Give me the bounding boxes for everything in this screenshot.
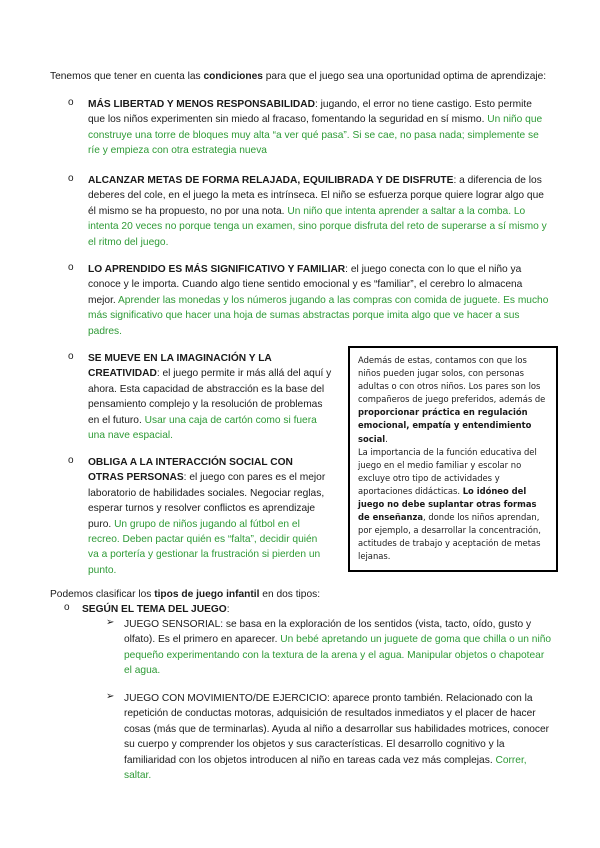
bullet-marker: o [68, 455, 74, 466]
arrow-bullet-icon: ➢ [106, 617, 115, 628]
example-text: Un niño que construye una torre de bloques muy alta “a ver qué pasa”. Si se cae, no pasa nada; simplemente se ríe y empieza con otra estrategia nueva [88, 114, 543, 157]
example-text: Aprender las monedas y los números jugando a las compras con comida de juguete. Es mucho más significativo que hacer una hoja de sumas abstractas porque imita algo que ve hacer a sus padres. [88, 294, 549, 337]
bullet-marker: o [68, 97, 74, 108]
condition-item: OBLIGA A LA INTERACCIÓN SOCIAL CON OTRAS PERSONAS: el juego con pares es el mejor laboratorio de habilidades sociales. Negociar reglas, esperar turnos y resolver conflictos es aprendizaje puro. Un grupo de niños jugando al fútbol en el recreo. Deben pactar quién es “falta”, decidir quién va a portería y gestionar la frustración si pierden un punto. [88, 457, 326, 576]
sidebox-paragraph: Además de estas, contamos con que los niños pueden jugar solos, con personas adultas o con otros niños. Los pares son los compañeros de juego preferidos, además de proporcionar práctica en regulación emocional, empatía y entendimiento social. [358, 355, 546, 444]
play-type-item: JUEGO SENSORIAL: se basa en la exploración de los sentidos (vista, tacto, oído, gusto y olfato). Es el primero en aparecer. Un bebé apretando un juguete de goma que chilla o un niño pequeño experimentando con la textura de la arena y el agua. Manipular objetos o chapotear el agua. [124, 619, 552, 677]
types-intro: Podemos clasificar los tipos de juego infantil en dos tipos: [50, 589, 321, 600]
condition-item: SE MUEVE EN LA IMAGINACIÓN Y LA CREATIVIDAD: el juego permite ir más allá del aquí y ahora. Esta capacidad de abstracción es la base del pensamiento complejo y la resolución de problemas en el futuro. Usar una caja de cartón como si fuera una nave espacial. [88, 353, 332, 442]
bullet-marker: o [68, 262, 74, 273]
example-text: Usar una caja de cartón como si fuera una nave espacial. [88, 414, 317, 442]
classification-heading: SEGÚN EL TEMA DEL JUEGO: [82, 604, 230, 615]
bullet-marker: o [68, 173, 74, 184]
bullet-marker: o [64, 602, 70, 613]
intro-paragraph: Tenemos que tener en cuenta las condiciones para que el juego sea una oportunidad optima de aprendizaje: [50, 71, 547, 82]
example-text: Un grupo de niños jugando al fútbol en el recreo. Deben pactar quién es “falta”, decidir quién va a portería y gestionar la frustración si pierden un punto. [88, 518, 321, 576]
example-text: Un bebé apretando un juguete de goma que chilla o un niño pequeño experimentando con la textura de la arena y el agua. Manipular objetos o chapotear el agua. [124, 634, 552, 677]
condition-item: ALCANZAR METAS DE FORMA RELAJADA, EQUILIBRADA Y DE DISFRUTE: a diferencia de los deberes del cole, en el juego la meta es intrínseca. El niño se esfuerza porque quiere lograr algo que él mismo se ha propuesto, no por una nota. Un niño que intenta aprender a saltar a la comba. Lo intenta 20 veces no porque tenga un examen, sino porque disfruta del reto de superarse a sí mismo y el ritmo del juego. [88, 175, 547, 248]
play-type-item: JUEGO CON MOVIMIENTO/DE EJERCICIO: aparece pronto también. Relacionado con la repetición de conductas motoras, adquisición de resultados inmediatos y el placer de hacer cosas (más que de terminarlas). Ayuda al niño a desarrollar sus habilidades motrices, conocer su cuerpo y comprender los objetos y sus características. El desarrollo cognitivo y la familiaridad con los objetos introducen al niño en tareas cada vez más complejas. Correr, saltar. [124, 693, 550, 782]
bullet-marker: o [68, 351, 74, 362]
sidebox-paragraph: La importancia de la función educativa del juego en el medio familiar y escolar no excluye otro tipo de actividades y aportaciones didácticas. Lo idóneo del juego no debe suplantar otras formas de enseñanza, donde los niños aprendan, por ejemplo, a desarrollar la concentración, actitudes de trabajo y aceptación de metas lejanas. [358, 446, 541, 562]
info-sidebox [348, 346, 558, 572]
arrow-bullet-icon: ➢ [106, 691, 115, 702]
condition-item: MÁS LIBERTAD Y MENOS RESPONSABILIDAD: jugando, el error no tiene castigo. Esto permite que los niños experimenten sin miedo al fracaso, fomentando la seguridad en sí mismo. Un niño que construye una torre de bloques muy alta “a ver qué pasa”. Si se cae, no pasa nada; simplemente se ríe y empieza con otra estrategia nueva [88, 99, 543, 157]
example-text: Un niño que intenta aprender a saltar a la comba. Lo intenta 20 veces no porque tenga un examen, sino porque disfruta del reto de superarse a sí mismo y el ritmo del juego. [88, 205, 547, 248]
example-text: Correr, saltar. [124, 754, 527, 782]
condition-item: LO APRENDIDO ES MÁS SIGNIFICATIVO Y FAMILIAR: el juego conecta con lo que el niño ya conoce y le importa. Cuando algo tiene sentido emocional y es “familiar”, el cerebro lo almacena mejor. Aprender las monedas y los números jugando a las compras con comida de juguete. Es mucho más significativo que hacer una hoja de sumas abstractas porque imita algo que ve hacer a sus padres. [88, 264, 549, 337]
